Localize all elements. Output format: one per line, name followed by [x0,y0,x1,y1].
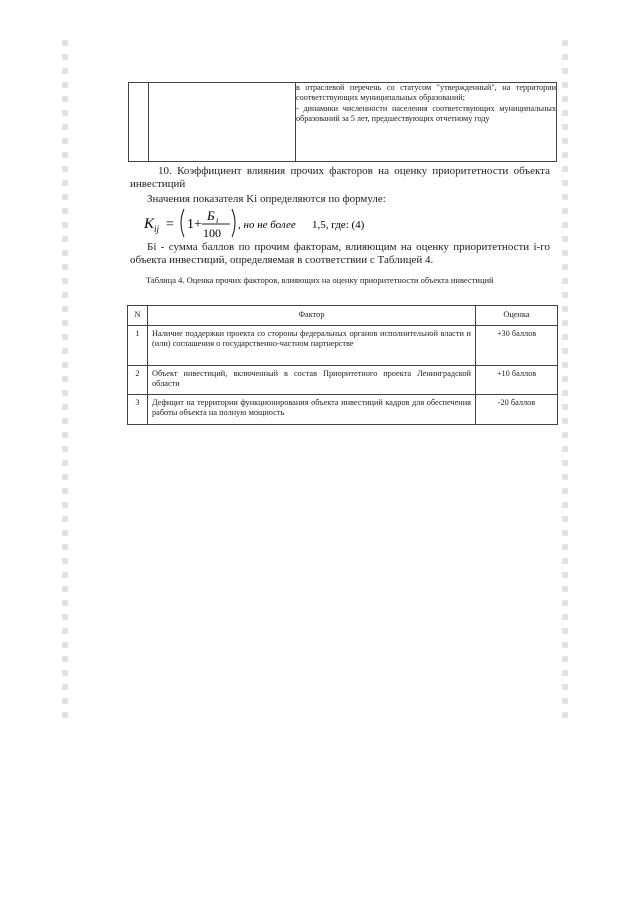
formula-intro: Значения показателя Ki определяются по формуле: [147,193,386,205]
continued-table [128,82,557,162]
bi-definition-text: Бi - сумма баллов по прочим факторам, влияющим на оценку приоритетности i-го объекта инвестиций, определяемая в соответствии с Таблицей 4. [130,241,550,266]
section-10-number: 10. [158,165,172,177]
row-factor: Дефицит на территории функционирования объекта инвестиций кадров для обеспечения работы объекта на полную мощность [148,394,476,424]
row-score: +30 баллов [476,325,558,365]
formula-one-plus: 1+ [187,217,202,232]
formula-numerator-sub: i [216,216,219,225]
continued-table-text-cell [296,83,557,162]
continued-table-line-1: в отраслевой перечень со статусом "утвержденный", на территории соответствующих муниципальных образований; [296,83,556,103]
section-10-text [130,165,550,191]
formula-denominator: 100 [203,226,221,240]
formula-condition: , но не более [238,219,296,231]
table-4-header-num: N [128,306,148,326]
row-factor: Наличие поддержки проекта со стороны федеральных органов исполнительной власти и (или) соглашения о государственно-частном партнерстве [148,325,476,365]
table-4-caption [130,275,550,286]
row-score: -20 баллов [476,394,558,424]
row-num: 3 [128,394,148,424]
row-factor: Объект инвестиций, включенный в состав Приоритетного проекта Ленинградской области [148,365,476,394]
section-10-heading [130,165,550,191]
bi-definition [130,241,550,267]
table-row [128,394,558,424]
formula-equals: = [166,217,174,232]
formula-left-paren [181,209,184,237]
continued-table-num-cell [129,83,149,162]
formula-numerator-base: Б [207,208,215,223]
table-4-header-row [128,306,558,326]
formula-graphic [140,204,420,240]
table-4 [127,305,558,425]
scan-edge-right [562,40,568,720]
table-row [128,365,558,394]
section-10-title: Коэффициент влияния прочих факторов на оценку приоритетности объекта инвестиций [130,165,551,190]
formula [140,204,420,240]
table-4-header-score: Оценка [476,306,558,326]
table-4-caption-text: Таблица 4. Оценка прочих факторов, влияющих на оценку приоритетности объекта инвестиций [146,275,494,285]
formula-lhs-sub: ij [154,224,160,234]
row-score: +10 баллов [476,365,558,394]
formula-right-paren [232,209,235,237]
row-num: 1 [128,325,148,365]
continued-table-middle-cell [149,83,296,162]
formula-limit: 1,5, где: (4) [312,219,365,231]
row-num: 2 [128,365,148,394]
table-4-header-factor: Фактор [148,306,476,326]
formula-lhs-base: K [144,216,155,232]
continued-table-line-2: - динамики численности населения соответствующих муниципальных образований за 5 лет, предшествующих отчетному году [296,103,556,124]
table-row [128,325,558,365]
scan-edge-left [62,40,68,720]
